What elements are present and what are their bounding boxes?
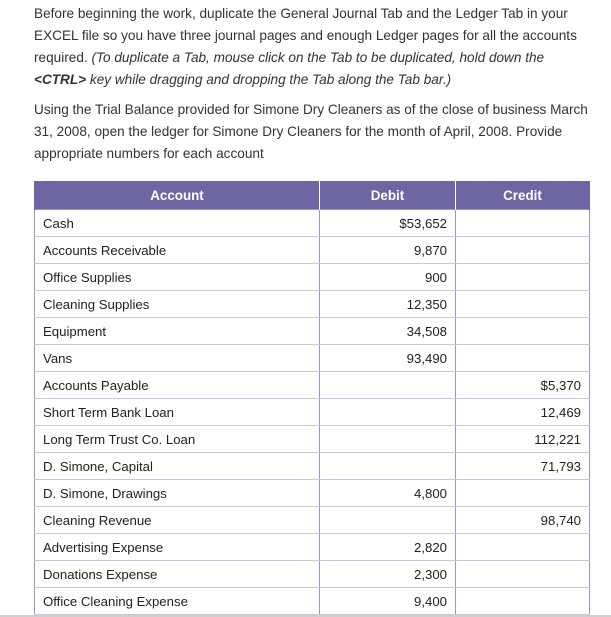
account-cell: Accounts Receivable [35, 237, 320, 264]
table-row [35, 372, 590, 399]
table-row [35, 561, 590, 588]
table-row [35, 210, 590, 237]
credit-cell [456, 561, 590, 588]
credit-cell [456, 237, 590, 264]
credit-cell [456, 534, 590, 561]
credit-cell: 71,793 [456, 453, 590, 480]
credit-cell [456, 318, 590, 345]
table-row [35, 453, 590, 480]
debit-column-header: Debit [320, 181, 456, 210]
instruction-hint-start: (To duplicate a Tab, mouse click on the Tab to be duplicated, hold down the [91, 50, 545, 65]
table-row [35, 318, 590, 345]
account-cell: Office Cleaning Expense [35, 588, 320, 615]
account-cell: Vans [35, 345, 320, 372]
account-cell: Donations Expense [35, 561, 320, 588]
account-cell: Advertising Expense [35, 534, 320, 561]
table-row [35, 237, 590, 264]
account-cell: Cleaning Revenue [35, 507, 320, 534]
table-row [35, 399, 590, 426]
instruction-hint-end: key while dragging and dropping the Tab along the Tab bar.) [89, 72, 452, 87]
account-cell: Office Supplies [35, 264, 320, 291]
credit-cell: 112,221 [456, 426, 590, 453]
credit-cell [456, 210, 590, 237]
debit-cell [320, 372, 456, 399]
account-cell: Long Term Trust Co. Loan [35, 426, 320, 453]
ctrl-key-text: <CTRL> [34, 72, 87, 87]
table-header-row [35, 181, 590, 210]
account-cell: D. Simone, Drawings [35, 480, 320, 507]
debit-cell: 2,300 [320, 561, 456, 588]
debit-cell: 2,820 [320, 534, 456, 561]
credit-cell: 12,469 [456, 399, 590, 426]
account-cell: Equipment [35, 318, 320, 345]
credit-cell [456, 291, 590, 318]
account-cell: Short Term Bank Loan [35, 399, 320, 426]
credit-cell [456, 588, 590, 615]
instruction-main-text: Before beginning the work, duplicate the General Journal Tab and the Ledger Tab in your EXCEL file so you have three journal pages and enough Ledger pages for all the accounts required. [34, 6, 577, 65]
account-cell: Cleaning Supplies [35, 291, 320, 318]
credit-cell [456, 264, 590, 291]
trial-balance-table [34, 181, 590, 615]
debit-cell: 93,490 [320, 345, 456, 372]
account-cell: D. Simone, Capital [35, 453, 320, 480]
table-row [35, 588, 590, 615]
table-row [35, 264, 590, 291]
credit-column-header: Credit [456, 181, 590, 210]
table-row [35, 345, 590, 372]
debit-cell: 900 [320, 264, 456, 291]
debit-cell [320, 453, 456, 480]
table-row [35, 426, 590, 453]
debit-cell: 9,870 [320, 237, 456, 264]
debit-cell: 9,400 [320, 588, 456, 615]
credit-cell: 98,740 [456, 507, 590, 534]
debit-cell: 34,508 [320, 318, 456, 345]
account-cell: Accounts Payable [35, 372, 320, 399]
credit-cell: $5,370 [456, 372, 590, 399]
table-row [35, 480, 590, 507]
instruction-paragraph-ledger: Using the Trial Balance provided for Simone Dry Cleaners as of the close of business March 31, 2008, open the ledger for Simone Dry Cleaners for the month of April, 2008. Provide appropriate numbers for each account [34, 102, 588, 161]
instruction-hint [34, 50, 544, 87]
debit-cell [320, 399, 456, 426]
table-row [35, 534, 590, 561]
table-row [35, 291, 590, 318]
account-column-header: Account [35, 181, 320, 210]
table-body [35, 210, 590, 615]
instruction-paragraph-duplicate [34, 3, 599, 91]
debit-cell: 12,350 [320, 291, 456, 318]
debit-cell: 4,800 [320, 480, 456, 507]
credit-cell [456, 480, 590, 507]
debit-cell [320, 426, 456, 453]
debit-cell [320, 507, 456, 534]
debit-cell: $53,652 [320, 210, 456, 237]
table-row [35, 507, 590, 534]
account-cell: Cash [35, 210, 320, 237]
credit-cell [456, 345, 590, 372]
